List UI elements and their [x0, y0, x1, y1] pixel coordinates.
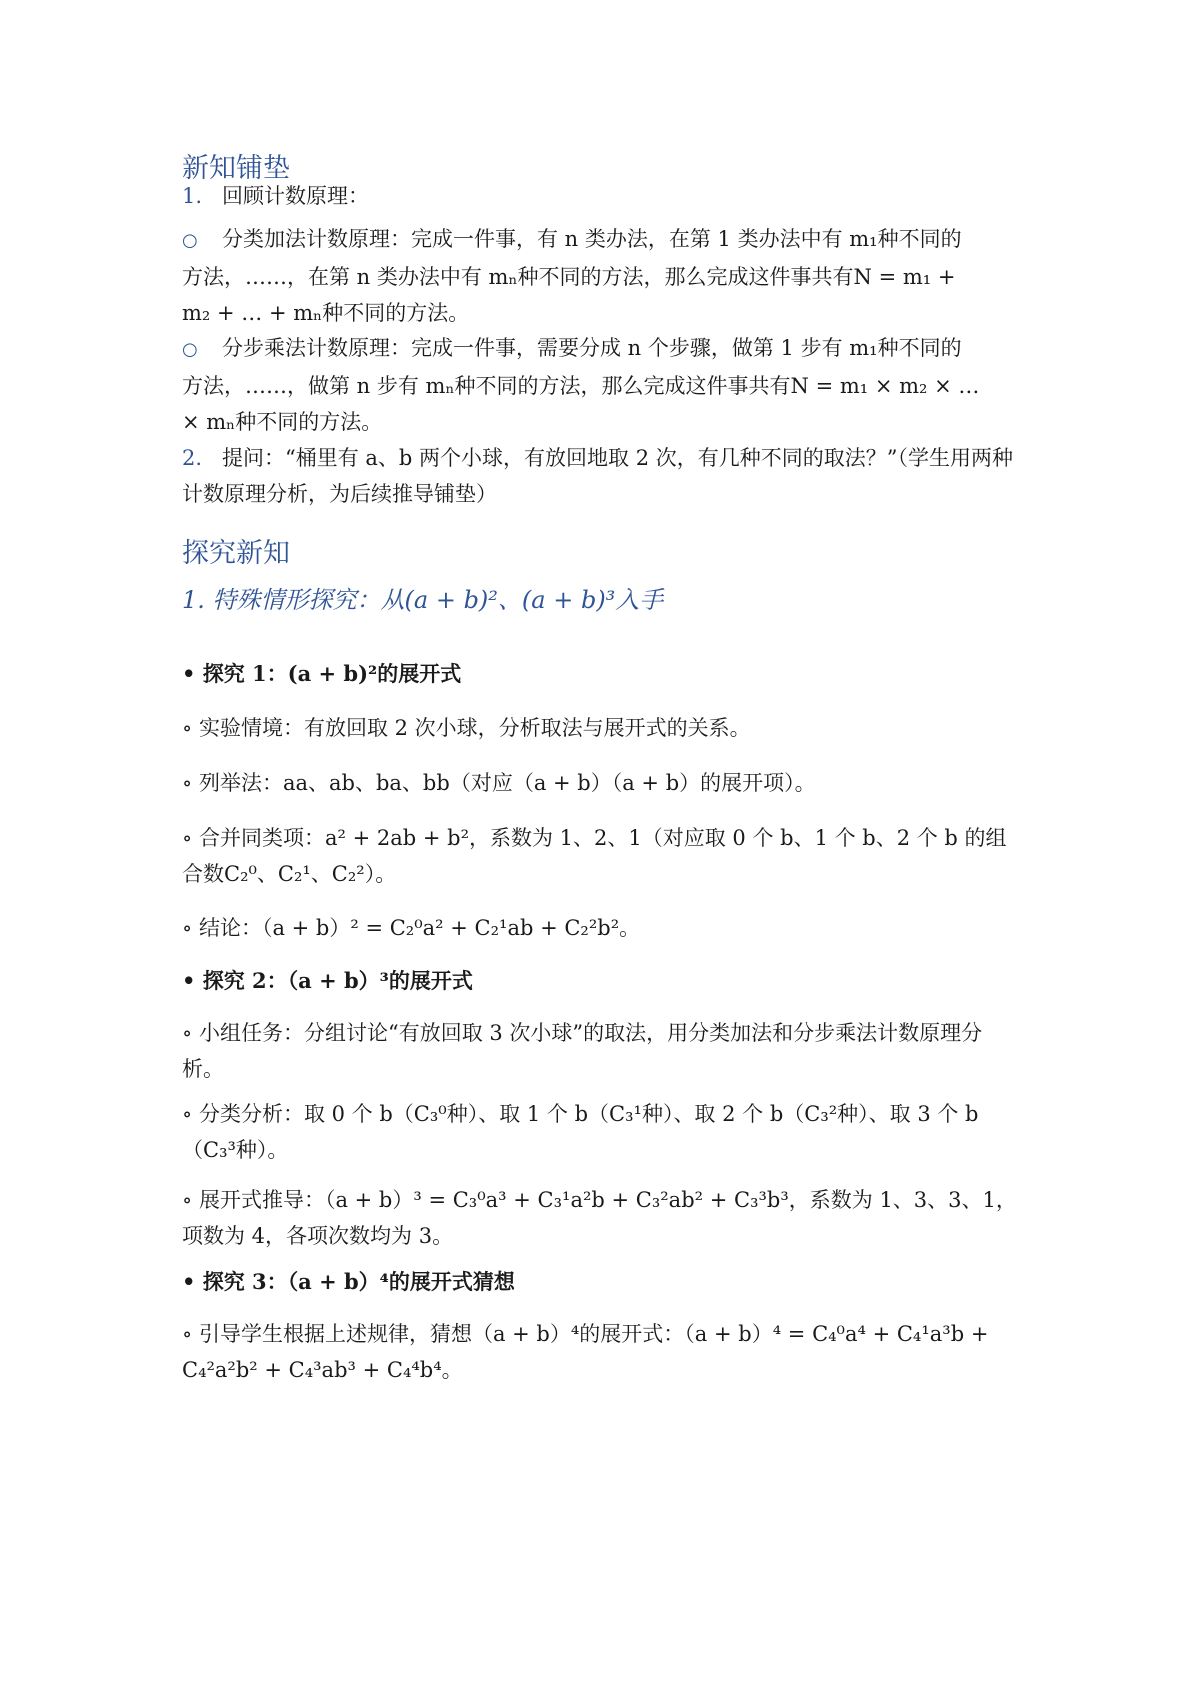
explore-2-title: • 探究 2：（a + b）³的展开式	[182, 968, 473, 993]
explore-3-bullet: ∘ 引导学生根据上述规律，猜想（a + b）⁴的展开式：（a + b）⁴ = C₄⁰a⁴ + C₄¹a³b + C₄²a²b² + C₄³ab³ + C₄⁴b⁴。	[182, 1322, 989, 1382]
list-item-1	[182, 178, 369, 214]
sub-item-text: 分类加法计数原理：完成一件事，有 n 类办法，在第 1 类办法中有 m₁种不同的方法，……，在第 n 类办法中有 mₙ种不同的方法，那么完成这件事共有N = m₁ + m₂ + … + mₙ种不同的方法。	[182, 227, 962, 325]
heading-explore-new-knowledge: 探究新知	[182, 538, 290, 569]
list-item-text: 回顾计数原理：	[222, 184, 369, 208]
list-item-text: 提问：“桶里有 a、b 两个小球，有放回地取 2 次，有几种不同的取法？”（学生用两种计数原理分析，为后续推导铺垫）	[182, 446, 1013, 506]
explore-3-title: • 探究 3：（a + b）⁴的展开式猜想	[182, 1269, 515, 1294]
circle-bullet-icon: ○	[182, 230, 198, 251]
circle-bullet-icon: ○	[182, 339, 198, 360]
explore-1-conclusion: ∘ 结论：（a + b）² = C₂⁰a² + C₂¹ab + C₂²b²。	[182, 916, 641, 940]
sub-item-text: 分步乘法计数原理：完成一件事，需要分成 n 个步骤，做第 1 步有 m₁种不同的方法，……，做第 n 步有 mₙ种不同的方法，那么完成这件事共有N = m₁ × m₂ × … × mₙ种不同的方法。	[182, 336, 980, 434]
explore-2-bullet: ∘ 展开式推导：（a + b）³ = C₃⁰a³ + C₃¹a²b + C₃²ab² + C₃³b³，系数为 1、3、3、1，项数为 4，各项次数均为 3。	[182, 1188, 1017, 1248]
heading-new-knowledge: 新知铺垫	[182, 153, 290, 184]
explore-2-bullet: ∘ 分类分析：取 0 个 b（C₃⁰种）、取 1 个 b（C₃¹种）、取 2 个 b（C₃²种）、取 3 个 b（C₃³种）。	[182, 1102, 979, 1162]
list-item-2	[182, 440, 1022, 512]
explore-1-title: • 探究 1：(a + b)²的展开式	[182, 661, 462, 686]
subheading-special-cases: 1. 特殊情形探究：从(a + b)²、(a + b)³入手	[182, 586, 664, 614]
explore-1-bullet: ∘ 列举法：aa、ab、ba、bb（对应（a + b）（a + b）的展开项）。	[182, 771, 816, 795]
explore-1-bullet: ∘ 实验情境：有放回取 2 次小球，分析取法与展开式的关系。	[182, 716, 751, 740]
sub-item-addition-principle	[182, 221, 982, 331]
explore-1-bullet: ∘ 合并同类项：a² + 2ab + b²，系数为 1、2、1（对应取 0 个 b、1 个 b、2 个 b 的组合数C₂⁰、C₂¹、C₂²）。	[182, 826, 1007, 886]
explore-2-bullet: ∘ 小组任务：分组讨论“有放回取 3 次小球”的取法，用分类加法和分步乘法计数原理分析。	[182, 1021, 983, 1081]
sub-item-multiplication-principle	[182, 330, 982, 440]
list-number: 2.	[182, 446, 203, 470]
list-number: 1.	[182, 184, 203, 208]
